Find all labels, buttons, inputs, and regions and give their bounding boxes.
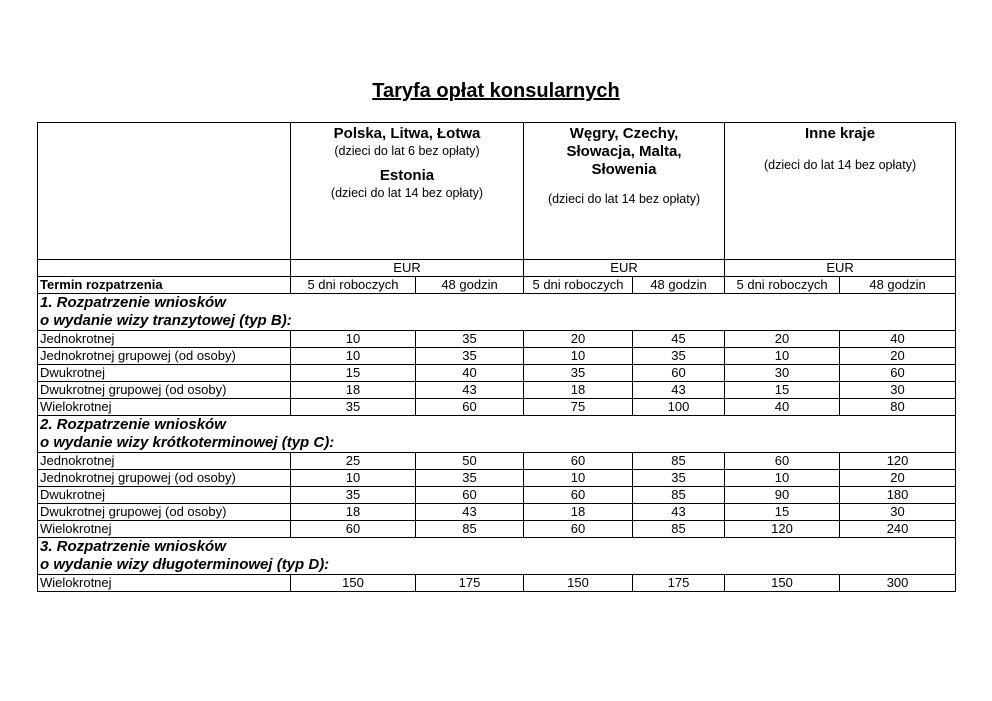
section-title: [38, 416, 956, 453]
group-note: (dzieci do lat 14 bez opłaty): [547, 192, 701, 206]
visa-type-label: Jednokrotnej grupowej (od osoby): [38, 470, 291, 487]
table-row: [38, 348, 956, 365]
group-title: Polska, Litwa, Łotwa: [333, 125, 481, 142]
table-row: [38, 399, 956, 416]
section-title: [38, 294, 956, 331]
section-title-line2: o wydanie wizy krótkoterminowej (typ C):: [40, 434, 335, 451]
fee-value: 80: [840, 399, 956, 416]
visa-type-label: Jednokrotnej: [38, 331, 291, 348]
fee-value: 85: [633, 521, 725, 538]
fee-value: 15: [291, 365, 416, 382]
visa-type-label: Dwukrotnej: [38, 487, 291, 504]
fee-value: 85: [633, 453, 725, 470]
table-row: [38, 521, 956, 538]
table-row: [38, 331, 956, 348]
fee-value: 35: [633, 470, 725, 487]
visa-type-label: Dwukrotnej: [38, 365, 291, 382]
group-header-other: [725, 123, 956, 260]
term-5-days: 5 dni roboczych: [725, 277, 840, 294]
visa-type-label: Dwukrotnej grupowej (od osoby): [38, 504, 291, 521]
fee-value: 100: [633, 399, 725, 416]
table-row: [38, 365, 956, 382]
fee-value: 35: [291, 487, 416, 504]
fee-value: 45: [633, 331, 725, 348]
section-header-row: [38, 416, 956, 453]
fee-value: 43: [416, 382, 524, 399]
fee-value: 60: [524, 487, 633, 504]
fee-value: 90: [725, 487, 840, 504]
term-48-hours: 48 godzin: [633, 277, 725, 294]
fee-value: 35: [416, 470, 524, 487]
fee-value: 10: [725, 348, 840, 365]
currency-empty-cell: [38, 260, 291, 277]
fee-value: 18: [524, 504, 633, 521]
currency-cell: EUR: [524, 260, 725, 277]
fee-value: 10: [291, 331, 416, 348]
fee-value: 175: [633, 575, 725, 592]
fee-value: 20: [524, 331, 633, 348]
page-title: Taryfa opłat konsularnych: [372, 80, 620, 102]
fee-value: 35: [416, 331, 524, 348]
table-row: [38, 382, 956, 399]
group-title-secondary: Estonia: [379, 167, 435, 184]
section-title: [38, 538, 956, 575]
table-row: [38, 470, 956, 487]
fee-value: 18: [524, 382, 633, 399]
section-header-row: [38, 294, 956, 331]
fee-value: 10: [291, 470, 416, 487]
fee-value: 150: [725, 575, 840, 592]
fee-value: 150: [524, 575, 633, 592]
term-48-hours: 48 godzin: [416, 277, 524, 294]
fee-value: 180: [840, 487, 956, 504]
fee-value: 60: [416, 487, 524, 504]
table-row: [38, 453, 956, 470]
fee-value: 60: [524, 453, 633, 470]
visa-type-label: Wielokrotnej: [38, 521, 291, 538]
fee-value: 20: [840, 348, 956, 365]
fee-value: 40: [725, 399, 840, 416]
visa-type-label: Jednokrotnej: [38, 453, 291, 470]
fee-value: 60: [840, 365, 956, 382]
fee-value: 15: [725, 504, 840, 521]
fee-value: 15: [725, 382, 840, 399]
fee-value: 35: [416, 348, 524, 365]
fee-value: 150: [291, 575, 416, 592]
fee-value: 40: [416, 365, 524, 382]
fee-value: 60: [725, 453, 840, 470]
term-48-hours: 48 godzin: [840, 277, 956, 294]
section-title-line1: 2. Rozpatrzenie wniosków: [40, 416, 226, 433]
fee-value: 120: [840, 453, 956, 470]
visa-type-label: Jednokrotnej grupowej (od osoby): [38, 348, 291, 365]
term-5-days: 5 dni roboczych: [291, 277, 416, 294]
currency-cell: EUR: [725, 260, 956, 277]
fee-value: 25: [291, 453, 416, 470]
fee-value: 60: [633, 365, 725, 382]
section-header-row: [38, 538, 956, 575]
table-row: [38, 575, 956, 592]
fee-value: 85: [633, 487, 725, 504]
group-note-secondary: (dzieci do lat 14 bez opłaty): [330, 186, 484, 200]
fee-value: 30: [725, 365, 840, 382]
table-row: [38, 487, 956, 504]
fee-value: 18: [291, 504, 416, 521]
header-empty-cell: [38, 123, 291, 260]
group-note: (dzieci do lat 6 bez opłaty): [334, 144, 480, 158]
visa-type-label: Wielokrotnej: [38, 399, 291, 416]
fee-value: 120: [725, 521, 840, 538]
fee-value: 30: [840, 504, 956, 521]
fee-value: 35: [524, 365, 633, 382]
fee-value: 18: [291, 382, 416, 399]
group-header-pl-lt-lv-ee: [291, 123, 524, 260]
fee-value: 43: [633, 382, 725, 399]
fee-value: 10: [291, 348, 416, 365]
fee-value: 20: [725, 331, 840, 348]
term-header-row: [38, 277, 956, 294]
group-header-hu-cz-sk-mt-si: [524, 123, 725, 260]
fee-value: 43: [633, 504, 725, 521]
tariff-table: [37, 122, 956, 592]
fee-value: 300: [840, 575, 956, 592]
visa-type-label: Wielokrotnej: [38, 575, 291, 592]
fee-value: 175: [416, 575, 524, 592]
fee-value: 10: [725, 470, 840, 487]
fee-value: 20: [840, 470, 956, 487]
fee-value: 10: [524, 348, 633, 365]
fee-value: 30: [840, 382, 956, 399]
fee-value: 43: [416, 504, 524, 521]
fee-value: 240: [840, 521, 956, 538]
table-row: [38, 504, 956, 521]
fee-value: 60: [524, 521, 633, 538]
group-title: Węgry, Czechy, Słowacja, Malta, Słowenia: [566, 125, 682, 178]
group-title: Inne kraje: [805, 125, 876, 142]
visa-type-label: Dwukrotnej grupowej (od osoby): [38, 382, 291, 399]
fee-value: 35: [633, 348, 725, 365]
fee-value: 40: [840, 331, 956, 348]
currency-row: [38, 260, 956, 277]
fee-value: 85: [416, 521, 524, 538]
group-header-row: [38, 123, 956, 260]
section-title-line1: 3. Rozpatrzenie wniosków: [40, 538, 226, 555]
fee-value: 60: [291, 521, 416, 538]
section-title-line1: 1. Rozpatrzenie wniosków: [40, 294, 226, 311]
fee-value: 75: [524, 399, 633, 416]
section-title-line2: o wydanie wizy tranzytowej (typ B):: [40, 312, 292, 329]
fee-value: 50: [416, 453, 524, 470]
section-title-line2: o wydanie wizy długoterminowej (typ D):: [40, 556, 330, 573]
fee-value: 35: [291, 399, 416, 416]
group-note: (dzieci do lat 14 bez opłaty): [763, 158, 917, 172]
fee-value: 60: [416, 399, 524, 416]
term-label: Termin rozpatrzenia: [38, 277, 291, 294]
term-5-days: 5 dni roboczych: [524, 277, 633, 294]
currency-cell: EUR: [291, 260, 524, 277]
fee-value: 10: [524, 470, 633, 487]
